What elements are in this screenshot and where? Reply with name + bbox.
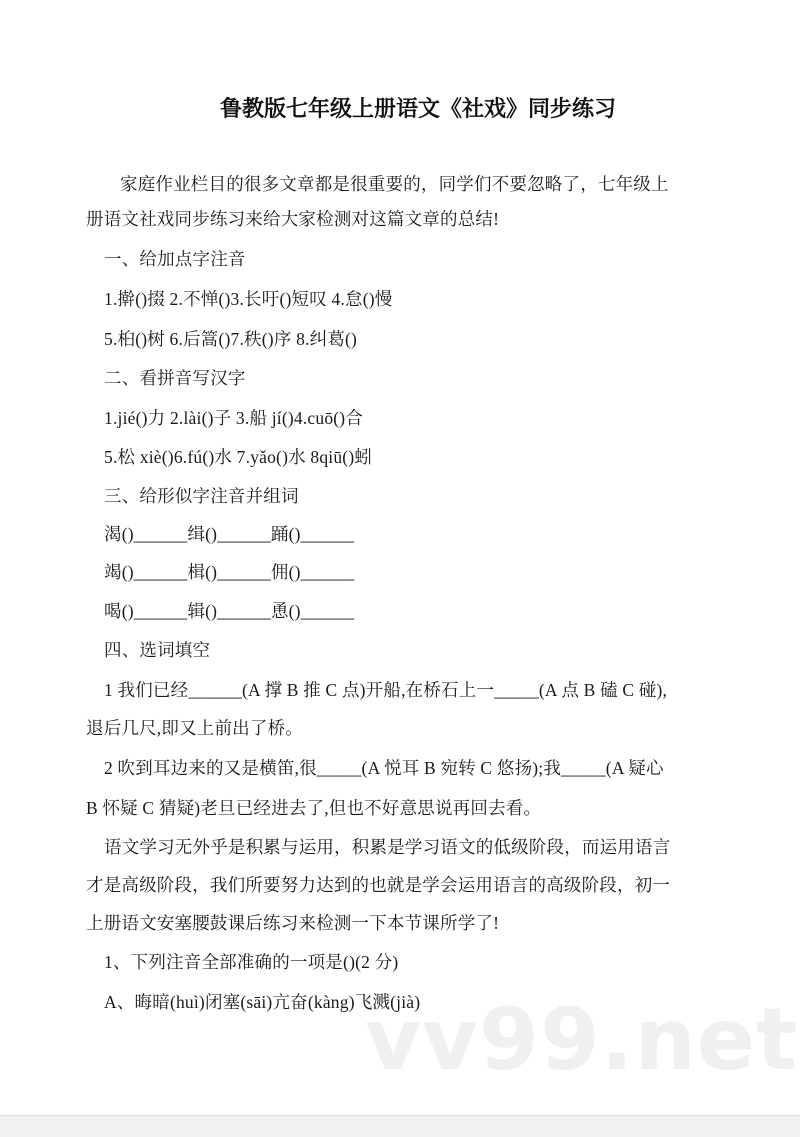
outro-line: 上册语文安塞腰鼓课后练习来检测一下本节课所学了!	[86, 913, 500, 933]
page-title: 鲁教版七年级上册语文《社戏》同步练习	[219, 97, 616, 122]
exercise-line: 渴()______缉()______踊()______	[104, 524, 355, 544]
section-heading: 四、选词填空	[104, 640, 211, 660]
intro-line: 册语文社戏同步练习来给大家检测对这篇文章的总结!	[86, 209, 500, 229]
exercise-line: 退后几尺,即又上前出了桥。	[86, 718, 303, 738]
page-footer-gap	[0, 1116, 800, 1137]
exercise-line: 5.松 xiè()6.fú()水 7.yǎo()水 8qiū()蚓	[104, 447, 373, 467]
watermark: vv99.net	[365, 990, 799, 1090]
question-prompt: 1、下列注音全部准确的一项是()(2 分)	[104, 952, 399, 972]
section-heading: 二、看拼音写汉字	[104, 368, 246, 388]
exercise-line: 1 我们已经______(A 撑 B 推 C 点)开船,在桥石上一_____(A 点 B 磕 C 碰),	[104, 680, 668, 700]
exercise-line: 竭()______楫()______佣()______	[104, 562, 355, 582]
section-heading: 三、给形似字注音并组词	[104, 486, 299, 506]
question-option-a: A、晦暗(huì)闭塞(sāi)亢奋(kàng)飞溅(jià)	[104, 992, 421, 1012]
exercise-line: 5.桕()树 6.后篙()7.秩()序 8.纠葛()	[104, 329, 358, 349]
outro-line: 才是高级阶段，我们所要努力达到的也就是学会运用语言的高级阶段，初一	[86, 875, 671, 895]
exercise-line: 喝()______辑()______恿()______	[104, 601, 355, 621]
exercise-line: 1.擀()掇 2.不惮()3.长吁()短叹 4.怠()慢	[104, 289, 393, 309]
exercise-line: 2 吹到耳边来的又是横笛,很_____(A 悦耳 B 宛转 C 悠扬);我_____(A 疑心	[104, 758, 664, 778]
section-heading: 一、给加点字注音	[104, 249, 246, 269]
intro-line: 家庭作业栏目的很多文章都是很重要的，同学们不要忽略了，七年级上	[120, 174, 669, 194]
outro-line: 语文学习无外乎是积累与运用，积累是学习语文的低级阶段，而运用语言	[104, 837, 671, 857]
exercise-line: 1.jié()力 2.lài()子 3.船 jí()4.cuō()合	[104, 408, 364, 428]
exercise-line: B 怀疑 C 猜疑)老旦已经进去了,但也不好意思说再回去看。	[86, 798, 542, 818]
